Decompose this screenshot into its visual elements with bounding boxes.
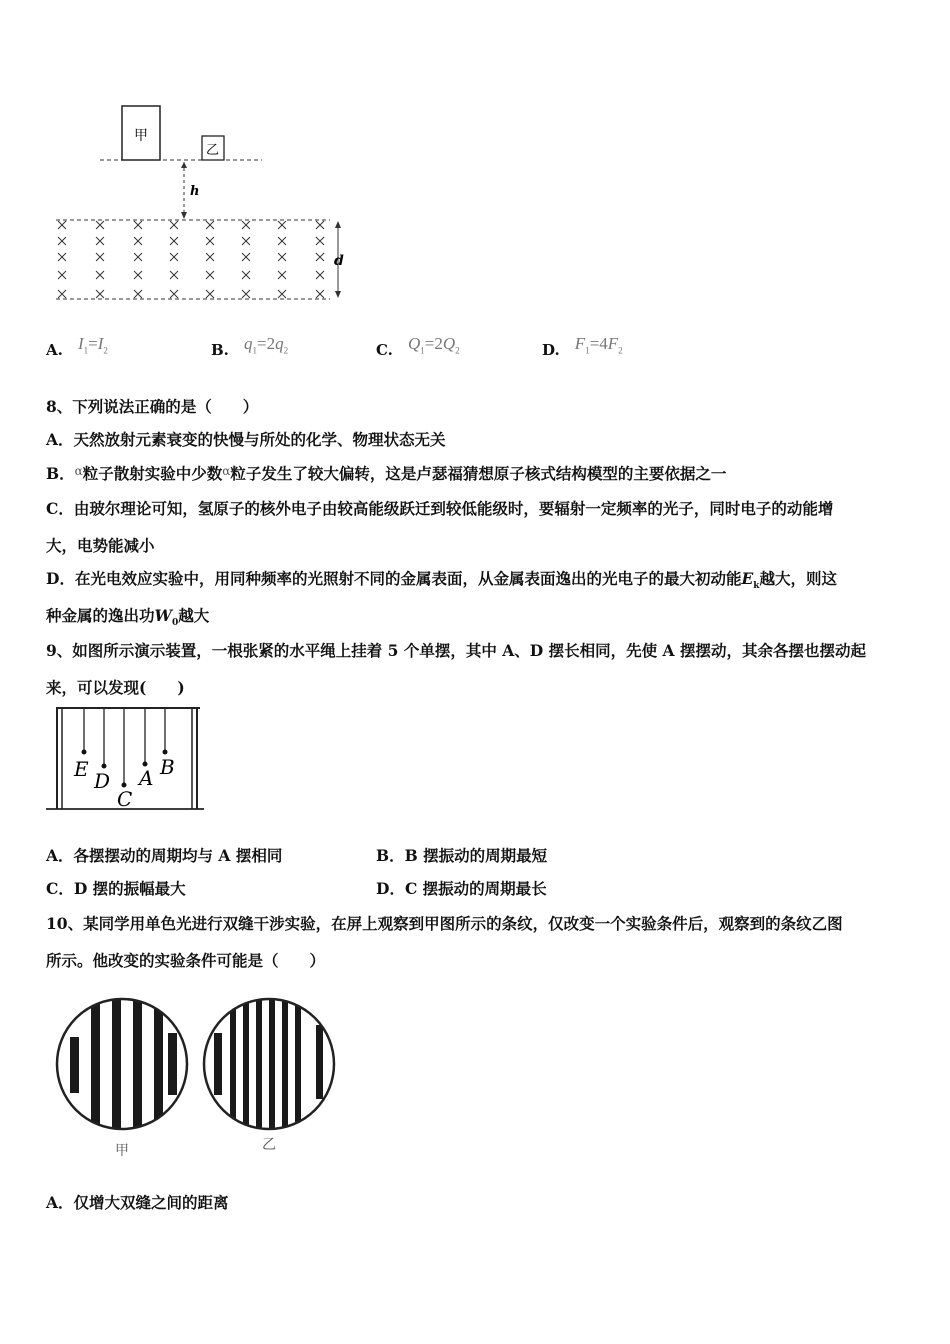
field-cross — [242, 253, 250, 261]
q7-option-b[interactable]: B. $q_1=2q_2$ — [211, 334, 289, 359]
fig-label-jia: 甲 — [115, 1143, 129, 1159]
fringes-yi — [214, 985, 323, 1145]
loop-jia-label: 甲 — [134, 128, 148, 144]
loop-yi-label: 乙 — [206, 143, 220, 158]
interference-figure — [55, 985, 355, 1165]
q9-option-c[interactable]: C．D 摆的振幅最大 — [46, 879, 186, 898]
field-cross — [278, 237, 286, 245]
field-cross — [170, 271, 178, 279]
q7-option-d[interactable]: D. $F_1=4F_2$ — [542, 334, 623, 359]
q8-stem: 8、下列说法正确的是（ ） — [46, 397, 259, 416]
q9-stem-line2: 来，可以发现( ) — [46, 678, 185, 697]
field-cross — [134, 237, 142, 245]
field-cross — [170, 221, 178, 229]
q8-option-b[interactable]: B．$^\alpha$粒子散射实验中少数$^\alpha$粒子发生了较大偏转，这是卢瑟福猜想原子核式结构模型的主要依据之一 — [46, 464, 727, 483]
field-cross — [206, 253, 214, 261]
pendulum-d — [102, 764, 107, 769]
field-cross — [206, 237, 214, 245]
q9-option-d[interactable]: D．C 摆振动的周期最长 — [376, 879, 547, 898]
q9-stem-line1: 9、如图所示演示装置，一根张紧的水平绳上挂着 5 个单摆，其中 A、D 摆长相同，先使 A 摆摆动，其余各摆也摆动起 — [46, 641, 866, 660]
q8-option-a[interactable]: A．天然放射元素衰变的快慢与所处的化学、物理状态无关 — [46, 430, 446, 449]
label-c: C — [117, 787, 133, 811]
field-cross — [278, 221, 286, 229]
field-cross — [278, 271, 286, 279]
magnetic-field-figure — [50, 100, 370, 310]
pendulum-b — [163, 750, 168, 755]
field-cross — [58, 237, 66, 245]
q7-option-a[interactable]: A. $I_1=I_2$ — [46, 334, 108, 359]
q8-option-d-line1[interactable]: D．在光电效应实验中，用同种频率的光照射不同的金属表面，从金属表面逸出的光电子的最大初动能$E_k$越大，则这 — [46, 569, 838, 592]
label-a: A — [139, 766, 154, 790]
field-cross — [206, 290, 214, 298]
field-cross — [96, 221, 104, 229]
field-cross — [58, 253, 66, 261]
q9-option-a[interactable]: A．各摆摆动的周期均与 A 摆相同 — [46, 846, 283, 865]
q7-option-c[interactable]: C. $Q_1=2Q_2$ — [376, 334, 460, 359]
field-cross — [134, 290, 142, 298]
field-cross — [316, 253, 324, 261]
q7-b-formula: $q_1=2q_2$ — [244, 334, 289, 356]
field-cross — [58, 290, 66, 298]
pendulum-e — [82, 750, 87, 755]
field-cross — [278, 253, 286, 261]
field-cross — [316, 237, 324, 245]
field-cross — [242, 221, 250, 229]
field-cross — [134, 221, 142, 229]
field-cross — [134, 253, 142, 261]
q7-a-formula: $I_1=I_2$ — [77, 334, 108, 356]
q8-option-c-line1[interactable]: C．由玻尔理论可知，氢原子的核外电子由较高能级跃迁到较低能级时，要辐射一定频率的光子，同时电子的动能增 — [46, 499, 834, 518]
field-cross — [242, 271, 250, 279]
label-b: B — [160, 755, 175, 779]
field-cross — [170, 253, 178, 261]
q7-c-formula: $Q_1=2Q_2$ — [408, 334, 460, 356]
field-cross — [96, 290, 104, 298]
q8-option-c-line2: 大，电势能减小 — [46, 536, 155, 555]
q9-option-b[interactable]: B．B 摆振动的周期最短 — [376, 846, 548, 865]
q10-stem-line1: 10、某同学用单色光进行双缝干涉实验，在屏上观察到甲图所示的条纹，仅改变一个实验条件后，观察到的条纹乙图 — [46, 914, 843, 933]
height-label: h — [190, 184, 200, 199]
label-e: E — [74, 757, 89, 781]
field-cross — [316, 290, 324, 298]
field-cross — [96, 237, 104, 245]
field-cross — [242, 237, 250, 245]
field-cross — [206, 221, 214, 229]
field-cross — [206, 271, 214, 279]
pendulum-figure — [44, 705, 209, 813]
field-cross — [134, 271, 142, 279]
field-cross — [170, 290, 178, 298]
field-cross — [58, 221, 66, 229]
field-cross — [316, 221, 324, 229]
q10-option-a[interactable]: A．仅增大双缝之间的距离 — [46, 1193, 229, 1212]
fig-label-yi: 乙 — [262, 1137, 276, 1153]
field-cross — [170, 237, 178, 245]
field-crosses — [58, 221, 324, 298]
q8-option-d-line2: 种金属的逸出功$W_0$越大 — [46, 606, 210, 629]
field-cross — [96, 253, 104, 261]
field-cross — [242, 290, 250, 298]
label-d: D — [94, 769, 111, 793]
depth-label: d — [334, 253, 344, 269]
field-cross — [278, 290, 286, 298]
field-cross — [58, 271, 66, 279]
q7-d-formula: $F_1=4F_2$ — [574, 334, 623, 356]
q10-stem-line2: 所示。他改变的实验条件可能是（ ） — [46, 951, 326, 970]
field-cross — [96, 271, 104, 279]
field-cross — [316, 271, 324, 279]
